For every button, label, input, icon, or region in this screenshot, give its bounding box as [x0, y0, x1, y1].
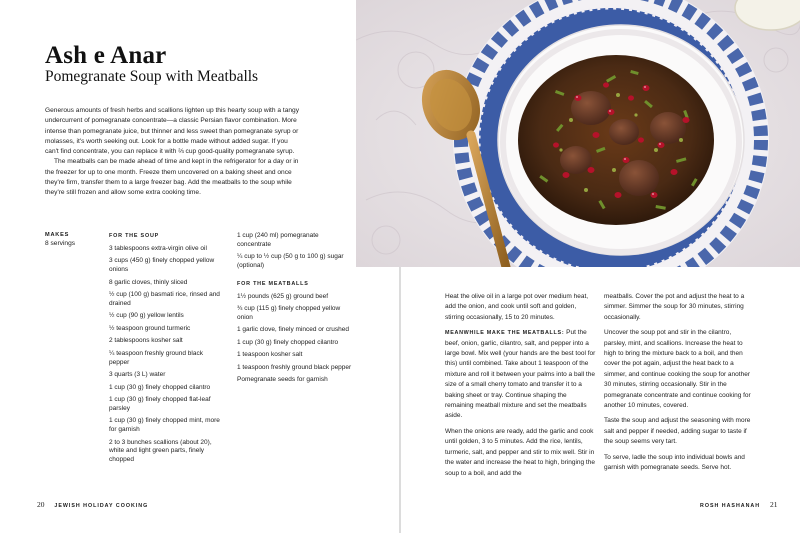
method-paragraph: To serve, ladle the soup into individual bowls and garnish with pomegranate seeds. Serve hot.	[604, 453, 745, 472]
ingredient: Pomegranate seeds for garnish	[237, 376, 328, 384]
method-paragraph: Taste the soup and adjust the seasoning with more salt and pepper if needed, adding sugar to taste if the soup seems very tart.	[604, 417, 751, 446]
page-number: 20	[37, 500, 45, 509]
recipe-title: Ash e Anar	[45, 42, 167, 69]
method-paragraph: Uncover the soup pot and stir in the cilantro, parsley, mint, and scallions. Increase the heat to high to bring the mixture back to a boil, and then cover the pot again, adjust the heat back to a simmer, and continue cooking the soup for another 30 minutes, stirring occasionally. Stir in the pomegranate concentrate and continue cooking for another 10 minutes, covered.	[604, 329, 751, 410]
ingredient: ½ teaspoon ground turmeric	[109, 324, 191, 332]
page-number: 21	[769, 500, 778, 509]
method-paragraph	[445, 328, 596, 422]
ingredient: 8 garlic cloves, thinly sliced	[109, 278, 188, 286]
ingredient: 1 teaspoon kosher salt	[237, 351, 303, 359]
running-head: JEWISH HOLIDAY COOKING	[54, 503, 149, 509]
ingredient: 1 cup (30 g) finely chopped cilantro	[237, 338, 339, 346]
makes-label: MAKES	[45, 232, 70, 238]
ingredient: 1½ pounds (625 g) ground beef	[237, 292, 329, 300]
ingredient: ¾ cup (115 g) finely chopped yellow onion	[237, 305, 341, 321]
method-paragraph: meatballs. Cover the pot and adjust the heat to a simmer. Simmer the soup for 30 minutes, stirring occasionally.	[604, 293, 745, 321]
ingredient: 2 to 3 bunches scallions (about 20), white and light green parts, finely chopped	[109, 438, 212, 464]
method-column-2	[604, 292, 754, 479]
run-in-heading: MEANWHILE MAKE THE MEATBALLS:	[445, 330, 565, 337]
ingredient: 1 garlic clove, finely minced or crushed	[237, 326, 349, 334]
ingredient: 1 cup (30 g) finely chopped flat-leaf parsley	[109, 396, 211, 412]
ingredient: ½ cup (100 g) basmati rice, rinsed and drained	[109, 291, 220, 307]
soup-bowl-photo	[356, 0, 800, 267]
ingredient: ½ cup (90 g) yellow lentils	[109, 312, 184, 320]
meatballs-heading: FOR THE MEATBALLS	[237, 280, 309, 287]
method-paragraph: When the onions are ready, add the garlic and cook until golden, 3 to 5 minutes. Add the rice, lentils, turmeric, salt, and pepper and stir to mix well. Stir in the water and increase the heat to high, bringing the soup to a boil, and add the	[445, 427, 595, 477]
ingredients-column-2	[237, 232, 352, 389]
soup-heading: FOR THE SOUP	[109, 233, 160, 239]
makes-value: 8 servings	[45, 240, 76, 247]
ingredient: 3 quarts (3 L) water	[109, 371, 166, 379]
recipe-subtitle: Pomegranate Soup with Meatballs	[45, 68, 259, 85]
intro-paragraph: The meatballs can be made ahead of time and kept in the refrigerator for a day or in the freezer for up to one month. Freeze them uncovered on a baking sheet and once they're firm, transfer them to a large freezer bag. Add the meatballs to the soup while they're still frozen and allow some extra cooking time.	[45, 158, 299, 197]
ingredient: 1 teaspoon freshly ground black pepper	[237, 363, 352, 371]
folio-right	[700, 500, 777, 509]
method-column-1	[445, 292, 596, 484]
recipe-intro	[45, 106, 300, 199]
ingredient: 3 cups (450 g) finely chopped yellow onions	[109, 257, 215, 274]
running-head: ROSH HASHANAH	[700, 503, 761, 509]
ingredient: 2 tablespoons kosher salt	[109, 337, 183, 345]
ingredients-column-1	[109, 232, 224, 469]
ingredient: 1 cup (30 g) finely chopped cilantro	[109, 383, 211, 391]
ingredient: 1 cup (240 ml) pomegranate concentrate	[237, 232, 319, 248]
ingredient: ¼ teaspoon freshly ground black pepper	[109, 349, 203, 366]
folio-left	[37, 500, 148, 509]
ingredient: ¼ cup to ½ cup (50 g to 100 g) sugar (optional)	[237, 253, 344, 270]
intro-paragraph: Generous amounts of fresh herbs and scallions lighten up this hearty soup with a tangy undercurrent of pomegranate concentrate—a classic Persian flavor combination. More intense than pomegranate juice, but thinner and less sweet than pomegranate syrup or molasses, it's worth seeking out. Look for a bottle made without added sugar. If you can't find concentrate, you can replace it with ⅔ cup good-quality pomegranate syrup.	[45, 107, 300, 156]
ingredient: 1 cup (30 g) finely chopped mint, more for garnish	[109, 417, 220, 434]
ingredient: 3 tablespoons extra-virgin olive oil	[109, 244, 207, 252]
method-paragraph: Heat the olive oil in a large pot over medium heat, add the onion, and cook until soft and golden, stirring occasionally, 15 to 20 minutes.	[445, 293, 589, 321]
method-text: Put the beef, onion, garlic, cilantro, salt, and pepper into a large bowl. Mix well (your hands are the best tool for this) until combined. Take about 1 teaspoon of the mixture and roll it between your palms into a ball the size of a small cherry tomato and transfer it to a baking sheet or tray. Continue shaping the remaining meatball mixture and set the meatballs aside.	[445, 329, 596, 420]
